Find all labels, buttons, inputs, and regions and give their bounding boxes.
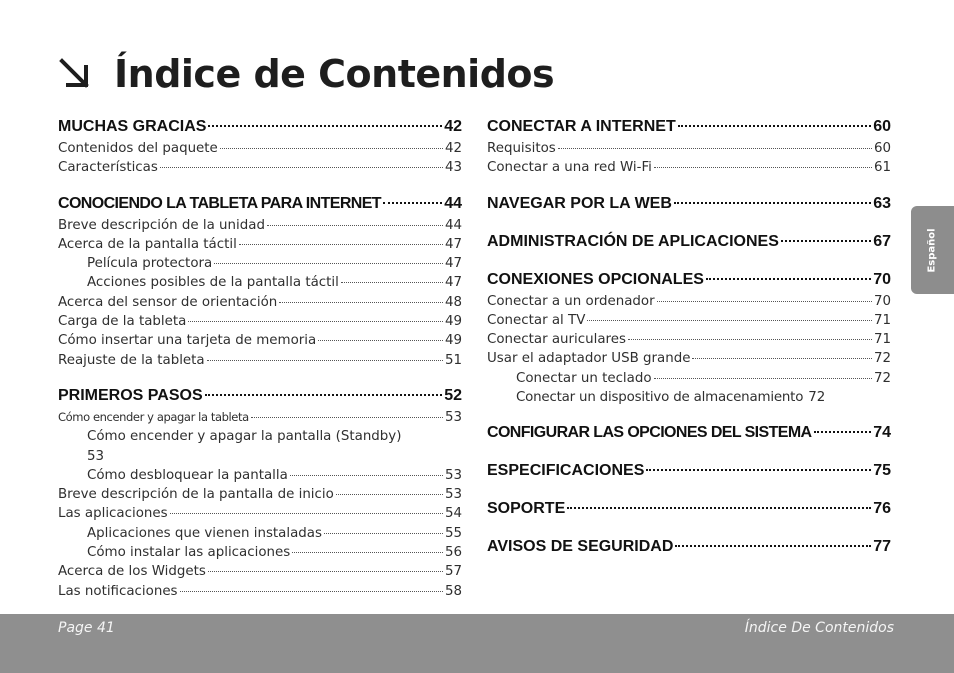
toc-entry[interactable]: Usar el adaptador USB grande 72 [487,351,891,367]
toc-section-heading[interactable]: CONOCIENDO LA TABLETA PARA INTERNET 44 [58,194,462,212]
toc-entry[interactable]: Requisitos 60 [487,141,891,156]
toc-entry[interactable]: Conectar auriculares 71 [487,332,891,348]
toc-entry[interactable]: Cómo encender y apagar la pantalla (Standby) 53 [87,429,402,464]
toc-entry[interactable]: Conectar al TV 71 [487,312,891,328]
toc-entry[interactable]: Cómo insertar una tarjeta de memoria 49 [58,333,462,349]
toc-right-column [487,115,891,559]
toc-section [58,192,462,370]
toc-section [58,384,462,601]
language-tab-label: Español [927,227,939,273]
toc-section [487,268,891,408]
footer-section-title: Índice De Contenidos [744,620,894,636]
toc-section-heading[interactable]: MUCHAS GRACIAS 42 [58,118,462,135]
toc-entry[interactable]: Carga de la tableta 49 [58,314,462,330]
toc-section [58,115,462,178]
arrow-down-right-icon [58,57,92,91]
toc-entry[interactable]: Reajuste de la tableta 51 [58,352,462,368]
toc-entry[interactable]: Acciones posibles de la pantalla táctil 47 [87,275,462,291]
toc-section-heading[interactable]: CONECTAR A INTERNET 60 [487,118,891,135]
toc-section-heading[interactable]: SOPORTE 76 [487,500,891,518]
toc-entry[interactable]: Aplicaciones que vienen instaladas 55 [87,525,462,541]
toc-entry[interactable]: Conectar a una red Wi-Fi 61 [487,160,891,176]
toc-entry[interactable]: Características 43 [58,160,462,176]
toc-entry[interactable]: Película protectora 47 [87,256,462,272]
toc-entry[interactable]: Cómo desbloquear la pantalla 53 [87,467,462,483]
page-title: Índice de Contenidos [114,52,555,96]
toc-section-heading[interactable]: AVISOS DE SEGURIDAD 77 [487,538,891,556]
toc-entry[interactable]: Conectar a un ordenador 70 [487,293,891,309]
toc-entry[interactable]: Cómo encender y apagar la tableta 53 [58,409,462,425]
toc-entry[interactable]: Conectar un teclado 72 [516,370,891,386]
toc-entry[interactable]: Las notificaciones 58 [58,583,462,599]
toc-section-heading[interactable]: NAVEGAR POR LA WEB 63 [487,194,891,212]
toc-section-heading[interactable]: PRIMEROS PASOS 52 [58,386,462,404]
toc-entry[interactable]: Breve descripción de la pantalla de inicio 53 [58,487,462,503]
toc-entry[interactable]: Acerca del sensor de orientación 48 [58,294,462,310]
toc-entry[interactable]: Las aplicaciones 54 [58,506,462,522]
language-tab[interactable] [911,206,954,294]
toc-entry[interactable]: Cómo instalar las aplicaciones 56 [87,545,462,561]
toc-entry[interactable]: Conectar un dispositivo de almacenamiento 72 [516,390,826,406]
toc-entry[interactable]: Acerca de los Widgets 57 [58,564,462,580]
page-header [58,44,554,104]
toc-section-heading[interactable]: CONFIGURAR LAS OPCIONES DEL SISTEMA 74 [487,424,891,442]
toc-entry[interactable]: Acerca de la pantalla táctil 47 [58,236,462,252]
page-number: Page 41 [58,620,115,636]
toc-section-heading[interactable]: ADMINISTRACIÓN DE APLICACIONES 67 [487,232,891,250]
toc-section [487,115,891,178]
toc-entry[interactable]: Contenidos del paquete 42 [58,141,462,156]
toc-section-heading[interactable]: ESPECIFICACIONES 75 [487,462,891,480]
toc-section-heading[interactable]: CONEXIONES OPCIONALES 70 [487,270,891,288]
toc-left-column [58,115,462,601]
page-footer [0,614,954,673]
toc-entry[interactable]: Breve descripción de la unidad 44 [58,217,462,233]
